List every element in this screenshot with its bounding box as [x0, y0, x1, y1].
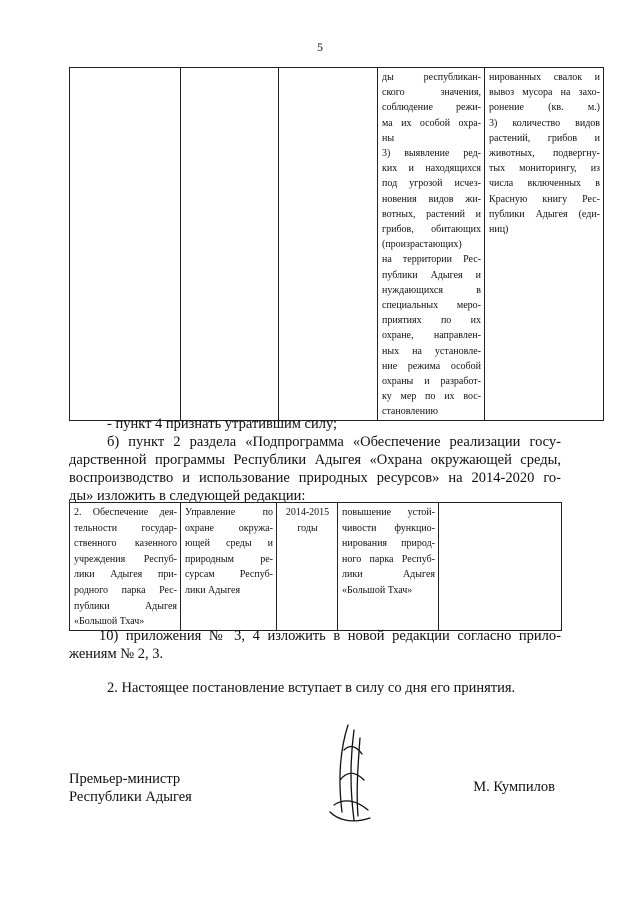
- text-line: нированных свалок и: [489, 72, 600, 83]
- text-line: охране, направлен-: [382, 330, 481, 342]
- text-line: ких и находящихся: [382, 163, 481, 175]
- text-line: 10) приложения № 3, 4 изложить в новой редакции согласно прило-: [99, 628, 561, 644]
- text-line: лики Адыгея: [342, 569, 435, 581]
- text-line: лики Адыгея при-: [74, 569, 177, 581]
- text-line: вотных, растений и: [382, 208, 481, 220]
- paragraph-subitem-b: [69, 433, 561, 505]
- text-line: ны: [382, 132, 395, 144]
- text-line: сурсам Респуб-: [185, 569, 273, 581]
- text-line: становлению: [382, 406, 438, 418]
- text-line: б) пункт 2 раздела «Подпрограмма «Обеспечение реализации госу-: [107, 434, 561, 450]
- text-line: лики Адыгея: [185, 584, 241, 596]
- text-line: дарственной программы Республики Адыгея «Охрана окружающей среды,: [69, 452, 561, 468]
- signatory-title: [69, 770, 192, 806]
- text-line: нирования природ-: [342, 538, 435, 550]
- text-line: (произрастающих): [382, 239, 462, 251]
- text-line: жениям № 2, 3.: [69, 646, 164, 662]
- text-line: воспроизводство и использование природных ресурсов» на 2014-2020 го-: [69, 470, 561, 486]
- table-cell-period: [277, 503, 338, 631]
- text-line: под угрозой исчез-: [382, 178, 481, 190]
- text-line: учреждения Респуб-: [74, 553, 177, 565]
- text-line: 3) количество видов: [489, 117, 600, 129]
- table-cell-result: [338, 503, 439, 631]
- text-line: ронение (кв. м.): [489, 102, 600, 114]
- table-cell-executor: [181, 503, 277, 631]
- text-line: ного парка Респуб-: [342, 553, 435, 565]
- text-line: числа включенных в: [489, 178, 600, 190]
- text-line: ского значения,: [382, 87, 481, 99]
- text-line: «Большой Тхач»: [74, 616, 145, 628]
- text-line: тых мониторингу, из: [489, 163, 600, 175]
- text-line: ных на установле-: [382, 345, 481, 357]
- text-line: ние режима особой: [382, 360, 481, 372]
- text-line: растений, грибов и: [489, 132, 600, 144]
- text-line: ды» изложить в следующей редакции:: [69, 488, 306, 504]
- text-line: нуждающихся в: [382, 284, 481, 296]
- table-cell-empty: [181, 68, 279, 421]
- text-line: повышение устой-: [342, 507, 435, 518]
- text-line: ма их особой охра-: [382, 117, 481, 129]
- text-line: охране окружа-: [185, 522, 273, 534]
- text-line: животных, подвергну-: [489, 148, 600, 160]
- text-line: годы: [297, 522, 318, 534]
- table-new-edition: [69, 502, 562, 631]
- text-line: Управление по: [185, 507, 273, 518]
- text-line: природным ре-: [185, 553, 273, 565]
- text-line: приятиях по их: [382, 315, 481, 327]
- table-cell-empty: [439, 503, 562, 631]
- page-number: 5: [317, 40, 323, 54]
- text-line: родного парка Рес-: [74, 584, 177, 596]
- paragraph-item-4: [69, 415, 561, 433]
- text-line: грибов, обитающих: [382, 224, 481, 236]
- text-line: «Большой Тхач»: [342, 584, 413, 596]
- table-cell-goals: [378, 68, 485, 421]
- table-cell-indicators: [485, 68, 604, 421]
- paragraph-item-10: [69, 627, 561, 663]
- text-line: Красную книгу Рес-: [489, 193, 600, 205]
- text-line: публики Адыгея и: [382, 269, 481, 281]
- signatory-title-line1: Премьер-министр: [69, 771, 181, 787]
- paragraph-clause-2: [69, 679, 561, 697]
- text-line: охраны и разработ-: [382, 376, 481, 388]
- table-cell-task: [70, 503, 181, 631]
- text-line: новения видов жи-: [382, 193, 481, 205]
- text-line: ниц): [489, 224, 509, 236]
- text-line: на территории Рес-: [382, 254, 481, 266]
- text-line: - пункт 4 признать утратившим силу;: [107, 416, 338, 432]
- text-line: 3) выявление ред-: [382, 148, 481, 160]
- text-line: специальных меро-: [382, 300, 481, 312]
- text-line: чивости функцио-: [342, 522, 435, 534]
- table-continuation: [69, 67, 604, 421]
- text-line: публики Адыгея (еди-: [489, 208, 600, 220]
- text-line: ственного казенного: [74, 538, 177, 550]
- signatory-title-line2: Республики Адыгея: [69, 789, 192, 805]
- text-line: 2014-2015: [285, 507, 330, 518]
- text-line: ку мер по их вос-: [382, 391, 481, 403]
- text-line: ды республикан-: [382, 72, 481, 83]
- text-line: 2. Настоящее постановление вступает в силу со дня его принятия.: [107, 680, 516, 696]
- text-line: ющей среды и: [185, 538, 273, 550]
- text-line: вывоз мусора на захо-: [489, 87, 600, 99]
- text-line: 2. Обеспечение дея-: [74, 507, 177, 518]
- text-line: соблюдение режи-: [382, 102, 481, 114]
- text-line: тельности государ-: [74, 522, 177, 534]
- table-cell-empty: [70, 68, 181, 421]
- table-cell-empty: [279, 68, 378, 421]
- text-line: публики Адыгея: [74, 600, 177, 612]
- handwritten-signature: [310, 720, 390, 830]
- signatory-name: М. Кумпилов: [473, 779, 555, 795]
